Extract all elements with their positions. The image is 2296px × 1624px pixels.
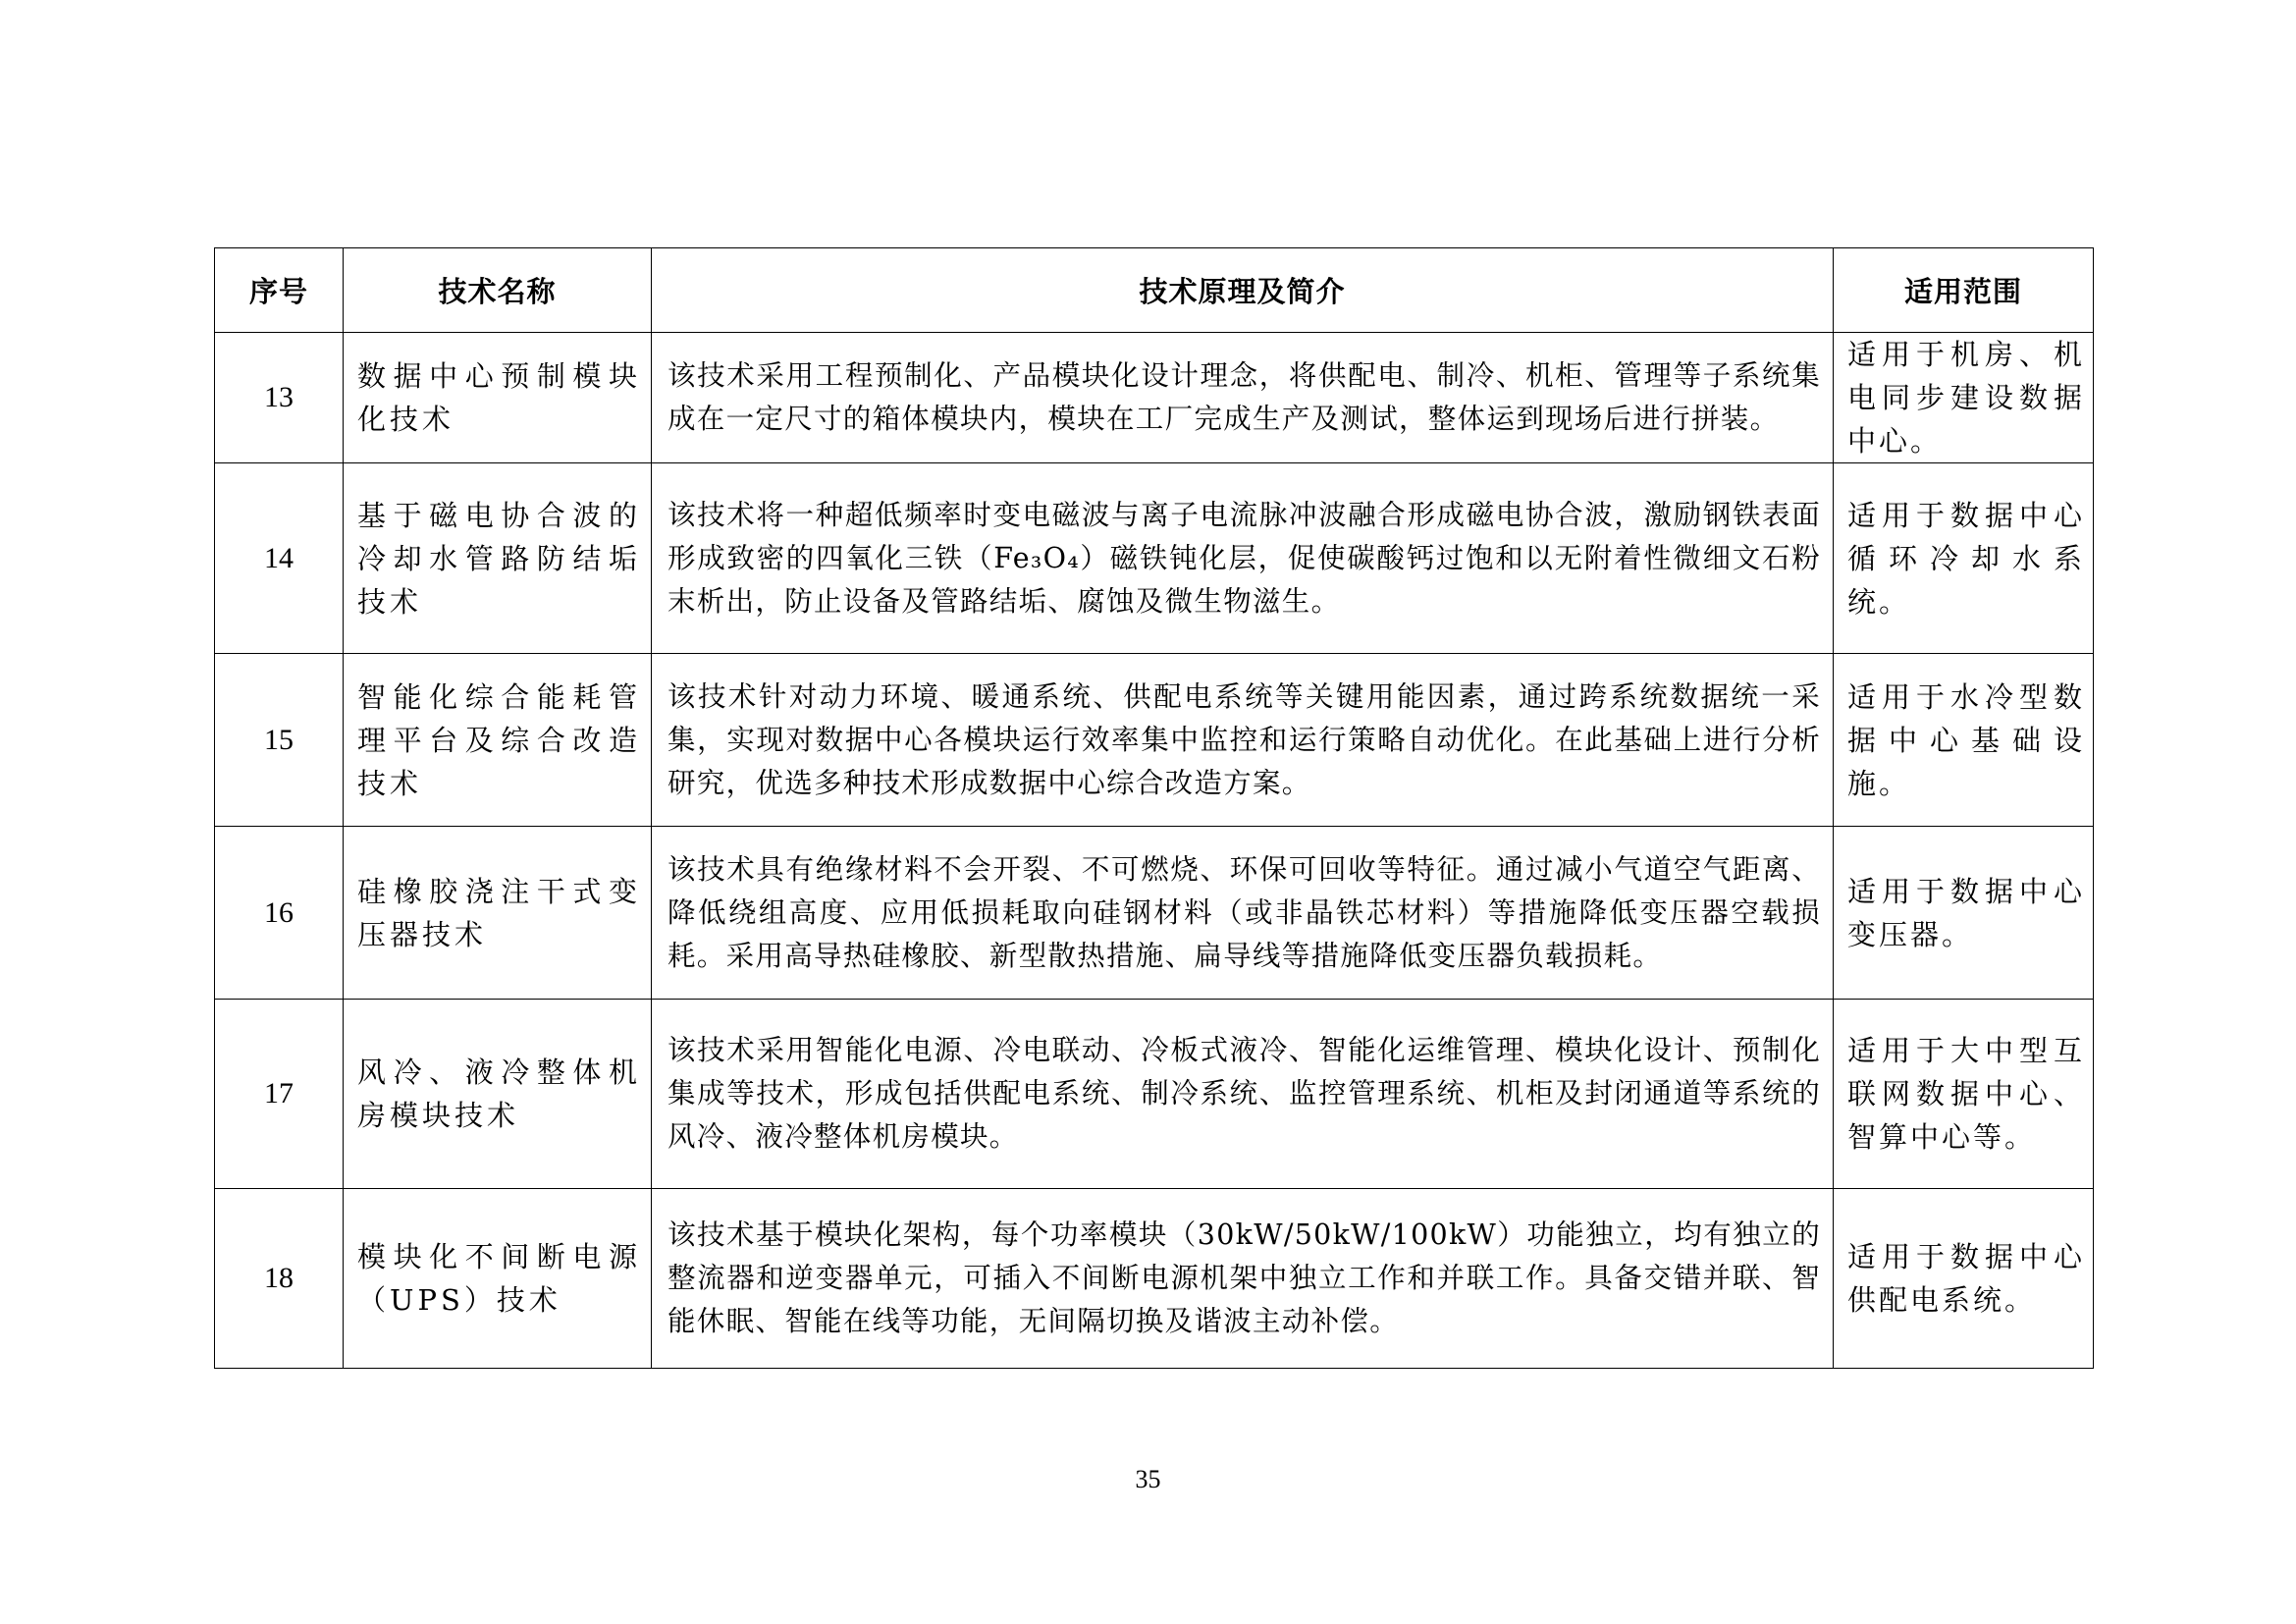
technology-name: 风冷、液冷整体机房模块技术 <box>344 1000 652 1189</box>
page-number: 35 <box>1135 1465 1161 1493</box>
application-scope: 适用于数据中心变压器。 <box>1834 827 2094 1000</box>
header-no: 序号 <box>215 248 344 333</box>
table-row <box>215 1189 2094 1369</box>
technology-name: 数据中心预制模块化技术 <box>344 333 652 463</box>
technology-name: 硅橡胶浇注干式变压器技术 <box>344 827 652 1000</box>
table-row <box>215 827 2094 1000</box>
row-number: 17 <box>215 1000 344 1189</box>
application-scope: 适用于数据中心循环冷却水系统。 <box>1834 463 2094 654</box>
table-row <box>215 654 2094 827</box>
row-number: 14 <box>215 463 344 654</box>
application-scope: 适用于大中型互联网数据中心、智算中心等。 <box>1834 1000 2094 1189</box>
table-row <box>215 333 2094 463</box>
technology-name: 智能化综合能耗管理平台及综合改造技术 <box>344 654 652 827</box>
row-number: 13 <box>215 333 344 463</box>
row-number: 18 <box>215 1189 344 1369</box>
technology-description: 该技术针对动力环境、暖通系统、供配电系统等关键用能因素，通过跨系统数据统一采集，实现对数据中心各模块运行效率集中监控和运行策略自动优化。在此基础上进行分析研究，优选多种技术形成数据中心综合改造方案。 <box>652 654 1834 827</box>
header-scope: 适用范围 <box>1834 248 2094 333</box>
header-name: 技术名称 <box>344 248 652 333</box>
header-desc: 技术原理及简介 <box>652 248 1834 333</box>
technology-description: 该技术基于模块化架构，每个功率模块（30kW/50kW/100kW）功能独立，均有独立的整流器和逆变器单元，可插入不间断电源机架中独立工作和并联工作。具备交错并联、智能休眠、智能在线等功能，无间隔切换及谐波主动补偿。 <box>652 1189 1834 1369</box>
row-number: 15 <box>215 654 344 827</box>
technology-description: 该技术具有绝缘材料不会开裂、不可燃烧、环保可回收等特征。通过减小气道空气距离、降低绕组高度、应用低损耗取向硅钢材料（或非晶铁芯材料）等措施降低变压器空载损耗。采用高导热硅橡胶、新型散热措施、扁导线等措施降低变压器负载损耗。 <box>652 827 1834 1000</box>
application-scope: 适用于数据中心供配电系统。 <box>1834 1189 2094 1369</box>
table-row <box>215 463 2094 654</box>
row-number: 16 <box>215 827 344 1000</box>
application-scope: 适用于机房、机电同步建设数据中心。 <box>1834 333 2094 463</box>
technology-description: 该技术将一种超低频率时变电磁波与离子电流脉冲波融合形成磁电协合波，激励钢铁表面形成致密的四氧化三铁（Fe₃O₄）磁铁钝化层，促使碳酸钙过饱和以无附着性微细文石粉末析出，防止设备及管路结垢、腐蚀及微生物滋生。 <box>652 463 1834 654</box>
technology-name: 模块化不间断电源（UPS）技术 <box>344 1189 652 1369</box>
table-row <box>215 1000 2094 1189</box>
technology-description: 该技术采用工程预制化、产品模块化设计理念，将供配电、制冷、机柜、管理等子系统集成在一定尺寸的箱体模块内，模块在工厂完成生产及测试，整体运到现场后进行拼装。 <box>652 333 1834 463</box>
technology-name: 基于磁电协合波的冷却水管路防结垢技术 <box>344 463 652 654</box>
table-header-row <box>215 248 2094 333</box>
technology-table <box>214 247 2094 1369</box>
technology-description: 该技术采用智能化电源、冷电联动、冷板式液冷、智能化运维管理、模块化设计、预制化集成等技术，形成包括供配电系统、制冷系统、监控管理系统、机柜及封闭通道等系统的风冷、液冷整体机房模块。 <box>652 1000 1834 1189</box>
application-scope: 适用于水冷型数据中心基础设施。 <box>1834 654 2094 827</box>
